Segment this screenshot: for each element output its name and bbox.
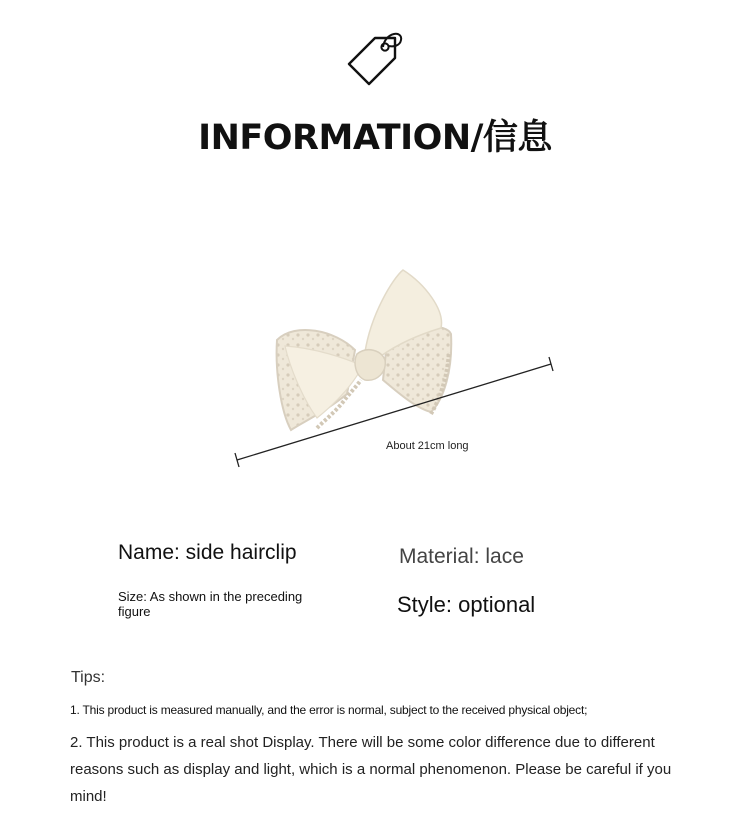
measurement-label: About 21cm long: [386, 440, 469, 452]
spec-size: Size: As shown in the preceding figure: [118, 589, 303, 619]
tip-item: 2. This product is a real shot Display. There will be some color difference due to different reasons such as display and light, which is a normal phenomenon. Please be careful if you mind!: [70, 734, 672, 805]
bow-hairclip-image: [277, 270, 452, 430]
price-tag-icon: [345, 28, 407, 90]
spec-material: Material: lace: [399, 545, 524, 568]
spec-style: Style: optional: [397, 592, 536, 617]
page-title: INFORMATION/信息: [198, 118, 552, 158]
tips-title: Tips:: [71, 669, 106, 686]
tip-item: 1. This product is measured manually, and the error is normal, subject to the received physical object;: [70, 703, 588, 717]
spec-name: Name: side hairclip: [118, 541, 297, 564]
